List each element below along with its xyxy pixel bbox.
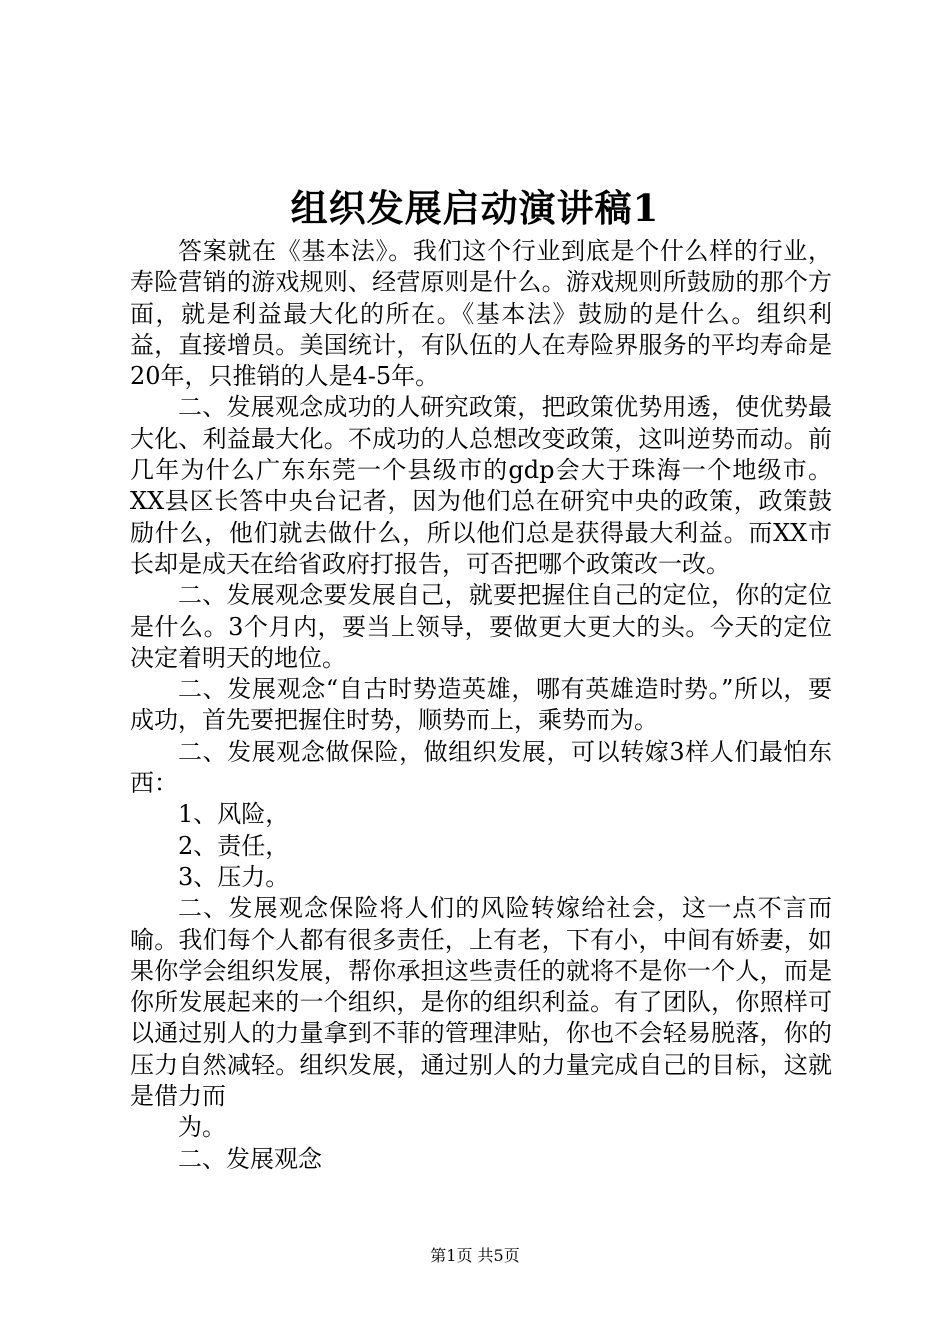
list-item: 1、风险， xyxy=(178,800,290,829)
page-footer: 第1页 共5页 xyxy=(430,1246,520,1265)
paragraph: 答案就在《基本法》。我们这个行业到底是个什么样的行业，寿险营销的游戏规则、经营原则是什么。游戏规则所鼓励的那个方面，就是利益最大化的所在。《基本法》鼓励的是什么。组织利益，直接增员。美国统计，有队伍的人在寿险界服务的平均寿命是20年，只推销的人是4-5年。 xyxy=(130,237,832,391)
paragraph: 二、发展观念做保险，做组织发展，可以转嫁3样人们最怕东西： xyxy=(130,737,832,798)
list-item: 3、压力。 xyxy=(178,862,290,891)
list-item: 2、责任， xyxy=(178,831,290,860)
paragraph: 二、发展观念“自古时势造英雄，哪有英雄造时势。”所以，要成功，首先要把握住时势，顺势而上，乘势而为。 xyxy=(130,675,832,735)
paragraph: 二、发展观念保险将人们的风险转嫁给社会，这一点不言而喻。我们每个人都有很多责任，上有老，下有小，中间有娇妻，如果你学会组织发展，帮你承担这些责任的就将不是你一个人，而是你所发展起来的一个组织，是你的组织利益。有了团队，你照样可以通过别人的力量拿到不菲的管理津贴，你也不会轻易脱落，你的压力自然减轻。组织发展，通过别人的力量完成自己的目标，这就是借力而 xyxy=(130,894,832,1111)
document-body xyxy=(130,236,832,1175)
paragraph: 二、发展观念要发展自己，就要把握住自己的定位，你的定位是什么。3个月内，要当上领导，要做更大更大的头。今天的定位决定着明天的地位。 xyxy=(130,581,832,672)
paragraph: 为。 xyxy=(178,1113,226,1142)
paragraph: 二、发展观念成功的人研究政策，把政策优势用透，使优势最大化、利益最大化。不成功的人总想改变政策，这叫逆势而动。前几年为什么广东东莞一个县级市的gdp会大于珠海一个地级市。XX县区长答中央台记者，因为他们总在研究中央的政策，政策鼓励什么，他们就去做什么，所以他们总是获得最大利益。而XX市长却是成天在给省政府打报告，可否把哪个政策改一改。 xyxy=(130,393,832,578)
paragraph: 二、发展观念 xyxy=(178,1144,322,1173)
document-title: 组织发展启动演讲稿1 xyxy=(290,186,660,230)
